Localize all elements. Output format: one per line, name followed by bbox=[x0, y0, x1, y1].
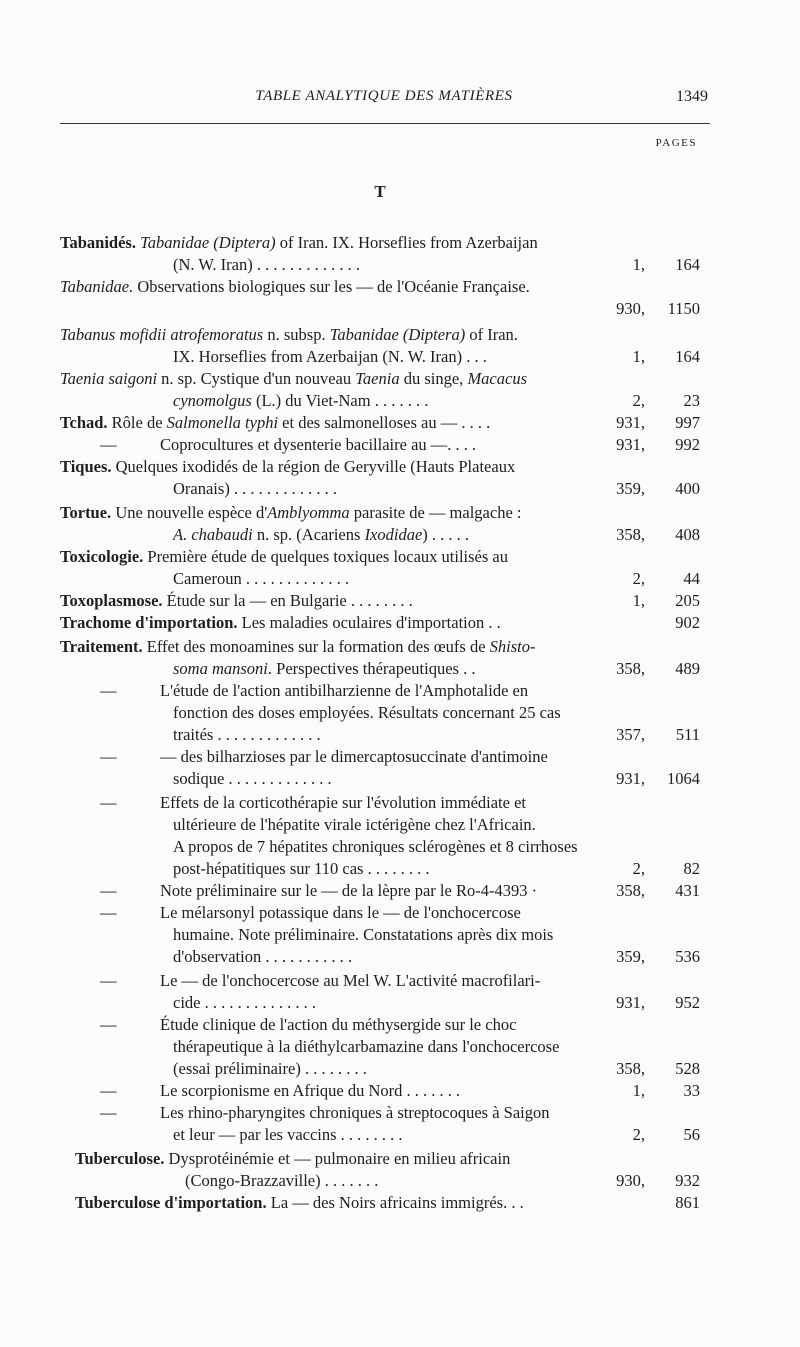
page-reference: 511 bbox=[675, 725, 700, 744]
pages-column-label: PAGES bbox=[655, 137, 697, 149]
running-header bbox=[60, 88, 708, 112]
entry-text bbox=[160, 1102, 549, 1124]
entry-text bbox=[173, 992, 316, 1014]
entry-segment: n. subsp. bbox=[263, 325, 330, 344]
repeat-dash: — bbox=[100, 1081, 117, 1100]
entry-text bbox=[60, 546, 508, 568]
repeat-dash: — bbox=[100, 681, 117, 700]
index-line bbox=[0, 724, 800, 746]
entry-text bbox=[160, 792, 526, 814]
entry-headword: Tuberculose. bbox=[75, 1149, 165, 1168]
entry-segment: Le scorpionisme en Afrique du Nord . . . . . . . bbox=[160, 1081, 461, 1100]
entry-segment: fonction des doses employées. Résultats concernant 25 cas bbox=[173, 703, 561, 722]
italic-term: Tabanidae. bbox=[60, 277, 134, 296]
italic-term: Taenia saigoni bbox=[60, 369, 158, 388]
index-line bbox=[0, 612, 800, 634]
entry-segment: Cameroun . . . . . . . . . . . . . bbox=[173, 569, 349, 588]
index-line bbox=[0, 946, 800, 968]
entry-segment: Rôle de bbox=[107, 413, 167, 432]
entry-headword: Trachome d'importation. bbox=[60, 613, 238, 632]
italic-term: soma mansoni bbox=[173, 659, 268, 678]
entry-segment: of Iran. IX. Horseflies from Azerbaijan bbox=[275, 233, 538, 252]
entry-text bbox=[60, 612, 501, 634]
italic-term: Shisto- bbox=[489, 637, 536, 656]
page-reference: 408 bbox=[675, 525, 700, 544]
entry-headword: Tiques. bbox=[60, 457, 112, 476]
volume-number: 358, bbox=[616, 659, 645, 678]
volume-number: 2, bbox=[632, 391, 645, 410]
page-reference: 992 bbox=[675, 435, 700, 454]
italic-term: Tabanidae (Diptera) bbox=[329, 325, 466, 344]
entry-segment: ) . . . . . bbox=[422, 525, 470, 544]
entry-text bbox=[173, 924, 553, 946]
entry-text bbox=[173, 724, 321, 746]
page-reference: 1150 bbox=[667, 299, 700, 318]
entry-segment: ultérieure de l'hépatite virale ictérigène chez l'Africain. bbox=[173, 815, 536, 834]
entry-segment: d'observation . . . . . . . . . . . bbox=[173, 947, 352, 966]
entry-segment: Observations biologiques sur les — de l'Océanie Française. bbox=[133, 277, 530, 296]
page-reference: 997 bbox=[675, 413, 700, 432]
page-reference: 205 bbox=[675, 591, 700, 610]
entry-text bbox=[173, 1036, 559, 1058]
page-reference: 164 bbox=[675, 255, 700, 274]
volume-number: 1, bbox=[632, 347, 645, 366]
volume-number: 931, bbox=[616, 769, 645, 788]
entry-text bbox=[60, 456, 515, 478]
entry-headword: Toxoplasmose. bbox=[60, 591, 163, 610]
section-letter: T bbox=[374, 182, 386, 201]
volume-number: 359, bbox=[616, 947, 645, 966]
entry-text bbox=[173, 524, 469, 546]
entry-segment: — des bilharzioses par le dimercaptosuccinate d'antimoine bbox=[160, 747, 548, 766]
index-line bbox=[0, 1036, 800, 1058]
index-line bbox=[0, 1080, 800, 1102]
index-line bbox=[0, 524, 800, 546]
index-line bbox=[0, 902, 800, 924]
page-reference: 1064 bbox=[667, 769, 700, 788]
entry-segment: (essai préliminaire) . . . . . . . . bbox=[173, 1059, 367, 1078]
entry-segment: post-hépatitiques sur 110 cas . . . . . . . . bbox=[173, 859, 430, 878]
entry-segment: Oranais) . . . . . . . . . . . . . bbox=[173, 479, 338, 498]
volume-number: 358, bbox=[616, 1059, 645, 1078]
entry-segment: Étude clinique de l'action du méthysergide sur le choc bbox=[160, 1015, 517, 1034]
index-line bbox=[0, 478, 800, 500]
page-reference: 952 bbox=[675, 993, 700, 1012]
page-reference: 932 bbox=[675, 1171, 700, 1190]
entry-text bbox=[173, 814, 536, 836]
repeat-dash: — bbox=[100, 903, 117, 922]
entry-segment: et des salmonelloses au — . . . . bbox=[278, 413, 491, 432]
index-line bbox=[0, 368, 800, 390]
volume-number: 357, bbox=[616, 725, 645, 744]
entry-segment: Les maladies oculaires d'importation . . bbox=[237, 613, 501, 632]
entry-segment: Coprocultures et dysenterie bacillaire au —. . . . bbox=[160, 435, 477, 454]
index-line bbox=[0, 836, 800, 858]
volume-number: 358, bbox=[616, 881, 645, 900]
entry-text bbox=[173, 390, 428, 412]
volume-number: 1, bbox=[632, 255, 645, 274]
index-line bbox=[0, 658, 800, 680]
volume-number: 2, bbox=[632, 569, 645, 588]
repeat-dash: — bbox=[100, 747, 117, 766]
entry-text bbox=[60, 232, 538, 254]
entry-segment: (Congo-Brazzaville) . . . . . . . bbox=[185, 1171, 379, 1190]
page-reference: 536 bbox=[675, 947, 700, 966]
entry-text bbox=[75, 1192, 524, 1214]
index-line bbox=[0, 276, 800, 298]
index-line bbox=[0, 992, 800, 1014]
entry-text bbox=[160, 970, 540, 992]
entry-headword: Tchad. bbox=[60, 413, 108, 432]
repeat-dash: — bbox=[100, 1103, 117, 1122]
index-line bbox=[0, 456, 800, 478]
index-line bbox=[0, 434, 800, 456]
entry-text bbox=[173, 254, 360, 276]
italic-term: Taenia bbox=[355, 369, 400, 388]
entry-segment: . Perspectives thérapeutiques . . bbox=[267, 659, 476, 678]
entry-segment: (N. W. Iran) . . . . . . . . . . . . . bbox=[173, 255, 360, 274]
index-line bbox=[0, 590, 800, 612]
entry-segment: n. sp. (Acariens bbox=[252, 525, 365, 544]
page-reference: 902 bbox=[675, 613, 700, 632]
volume-number: 930, bbox=[616, 1171, 645, 1190]
page-reference: 861 bbox=[675, 1193, 700, 1212]
entry-text bbox=[173, 768, 332, 790]
page-reference: 400 bbox=[675, 479, 700, 498]
page-reference: 23 bbox=[683, 391, 700, 410]
index-line bbox=[0, 880, 800, 902]
entry-segment: thérapeutique à la diéthylcarbamazine dans l'onchocercose bbox=[173, 1037, 560, 1056]
page-number: 1349 bbox=[676, 88, 708, 105]
entry-text bbox=[60, 368, 527, 390]
entry-segment: (L.) du Viet-Nam . . . . . . . bbox=[251, 391, 429, 410]
index-line bbox=[0, 1058, 800, 1080]
entry-text bbox=[173, 346, 487, 368]
entry-segment: L'étude de l'action antibilharzienne de l'Amphotalide en bbox=[160, 681, 529, 700]
entry-text bbox=[160, 680, 528, 702]
repeat-dash: — bbox=[100, 793, 117, 812]
entry-text bbox=[60, 276, 530, 298]
volume-number: 358, bbox=[616, 525, 645, 544]
entry-text bbox=[60, 502, 521, 524]
italic-term: Tabanidae (Diptera) bbox=[140, 233, 276, 252]
entry-text bbox=[160, 434, 476, 456]
entry-text bbox=[160, 1080, 460, 1102]
index-line bbox=[0, 546, 800, 568]
entry-segment: of Iran. bbox=[465, 325, 518, 344]
index-line bbox=[0, 814, 800, 836]
volume-number: 931, bbox=[616, 993, 645, 1012]
entry-headword: Tortue. bbox=[60, 503, 112, 522]
entry-segment: Une nouvelle espèce d' bbox=[111, 503, 268, 522]
entry-segment: Le mélarsonyl potassique dans le — de l'onchocercose bbox=[160, 903, 521, 922]
index-line bbox=[0, 502, 800, 524]
entry-text bbox=[160, 746, 548, 768]
index-line bbox=[0, 680, 800, 702]
entry-text bbox=[173, 858, 429, 880]
index-line bbox=[0, 702, 800, 724]
index-line bbox=[0, 346, 800, 368]
entry-text bbox=[160, 902, 521, 924]
index-line bbox=[0, 1170, 800, 1192]
entry-text bbox=[173, 836, 578, 858]
volume-number: 930, bbox=[616, 299, 645, 318]
italic-term: cynomolgus bbox=[173, 391, 252, 410]
page-reference: 82 bbox=[683, 859, 700, 878]
entry-text bbox=[173, 1058, 367, 1080]
page-reference: 528 bbox=[675, 1059, 700, 1078]
repeat-dash: — bbox=[100, 1015, 117, 1034]
entry-text bbox=[160, 880, 537, 902]
index-line bbox=[0, 1102, 800, 1124]
index-line bbox=[0, 324, 800, 346]
entry-headword: Tuberculose d'importation. bbox=[75, 1193, 267, 1212]
index-line bbox=[0, 232, 800, 254]
italic-term: Salmonella typhi bbox=[166, 413, 279, 432]
entry-segment: Les rhino-pharyngites chroniques à streptocoques à Saigon bbox=[160, 1103, 550, 1122]
page-reference: 44 bbox=[683, 569, 700, 588]
index-line bbox=[0, 1192, 800, 1214]
index-line bbox=[0, 792, 800, 814]
entry-headword: Toxicologie. bbox=[60, 547, 144, 566]
index-line bbox=[0, 1148, 800, 1170]
volume-number: 2, bbox=[632, 859, 645, 878]
entry-segment: Dysprotéinémie et — pulmonaire en milieu africain bbox=[164, 1149, 511, 1168]
entry-text bbox=[60, 412, 490, 434]
entry-text bbox=[60, 324, 518, 346]
index-line bbox=[0, 298, 800, 320]
volume-number: 1, bbox=[632, 1081, 645, 1100]
entry-segment: sodique . . . . . . . . . . . . . bbox=[173, 769, 332, 788]
entry-segment: Note préliminaire sur le — de la lèpre par le Ro-4-4393 · bbox=[160, 881, 538, 900]
entry-segment: Le — de l'onchocercose au Mel W. L'activité macrofilari- bbox=[160, 971, 541, 990]
italic-term: Ixodidae bbox=[364, 525, 423, 544]
entry-segment: Étude sur la — en Bulgarie . . . . . . . . bbox=[162, 591, 413, 610]
entry-text bbox=[173, 702, 561, 724]
entry-segment: traités . . . . . . . . . . . . . bbox=[173, 725, 321, 744]
header-rule bbox=[60, 123, 710, 124]
repeat-dash: — bbox=[100, 971, 117, 990]
entry-text bbox=[173, 478, 337, 500]
italic-term: Macacus bbox=[467, 369, 528, 388]
entry-segment: A propos de 7 hépatites chroniques sclérogènes et 8 cirrhoses bbox=[173, 837, 578, 856]
page-reference: 164 bbox=[675, 347, 700, 366]
entry-segment: Effet des monoamines sur la formation des œufs de bbox=[142, 637, 490, 656]
entry-segment: cide . . . . . . . . . . . . . . bbox=[173, 993, 316, 1012]
index-line bbox=[0, 1014, 800, 1036]
volume-number: 931, bbox=[616, 413, 645, 432]
volume-number: 359, bbox=[616, 479, 645, 498]
entry-segment: Quelques ixodidés de la région de Geryville (Hauts Plateaux bbox=[111, 457, 516, 476]
page-reference: 56 bbox=[683, 1125, 700, 1144]
page-reference: 489 bbox=[675, 659, 700, 678]
entry-text bbox=[173, 1124, 403, 1146]
volume-number: 931, bbox=[616, 435, 645, 454]
entry-text bbox=[185, 1170, 378, 1192]
entry-text bbox=[75, 1148, 510, 1170]
entry-segment: parasite de — malgache : bbox=[349, 503, 522, 522]
running-title: TABLE ANALYTIQUE DES MATIÈRES bbox=[255, 88, 513, 104]
entry-headword: Traitement. bbox=[60, 637, 143, 656]
entry-text bbox=[173, 946, 352, 968]
entry-segment: humaine. Note préliminaire. Constatations après dix mois bbox=[173, 925, 554, 944]
entry-segment: du singe, bbox=[399, 369, 468, 388]
entry-text bbox=[173, 658, 475, 680]
entry-segment: IX. Horseflies from Azerbaijan (N. W. Iran) . . . bbox=[173, 347, 487, 366]
index-line bbox=[0, 768, 800, 790]
italic-term: Tabanus mofidii atrofemoratus bbox=[60, 325, 264, 344]
volume-number: 2, bbox=[632, 1125, 645, 1144]
entry-text bbox=[60, 590, 413, 612]
page-reference: 33 bbox=[683, 1081, 700, 1100]
index-line bbox=[0, 1124, 800, 1146]
index-line bbox=[0, 746, 800, 768]
italic-term: A. chabaudi bbox=[173, 525, 253, 544]
entry-segment: Effets de la corticothérapie sur l'évolution immédiate et bbox=[160, 793, 526, 812]
entry-text bbox=[160, 1014, 516, 1036]
italic-term: Amblyomma bbox=[267, 503, 350, 522]
index-line bbox=[0, 254, 800, 276]
entry-segment: La — des Noirs africains immigrés. . . bbox=[266, 1193, 524, 1212]
index-line bbox=[0, 390, 800, 412]
entry-text bbox=[173, 568, 349, 590]
repeat-dash: — bbox=[100, 435, 117, 454]
entry-segment: et leur — par les vaccins . . . . . . . . bbox=[173, 1125, 403, 1144]
volume-number: 1, bbox=[632, 591, 645, 610]
entry-headword: Tabanidés. bbox=[60, 233, 136, 252]
index-line bbox=[0, 858, 800, 880]
index-line bbox=[0, 636, 800, 658]
entry-segment: n. sp. Cystique d'un nouveau bbox=[157, 369, 356, 388]
index-line bbox=[0, 924, 800, 946]
index-line bbox=[0, 412, 800, 434]
entry-text bbox=[60, 636, 536, 658]
page-reference: 431 bbox=[675, 881, 700, 900]
index-line bbox=[0, 970, 800, 992]
entry-segment: Première étude de quelques toxiques locaux utilisés au bbox=[143, 547, 508, 566]
repeat-dash: — bbox=[100, 881, 117, 900]
index-line bbox=[0, 568, 800, 590]
